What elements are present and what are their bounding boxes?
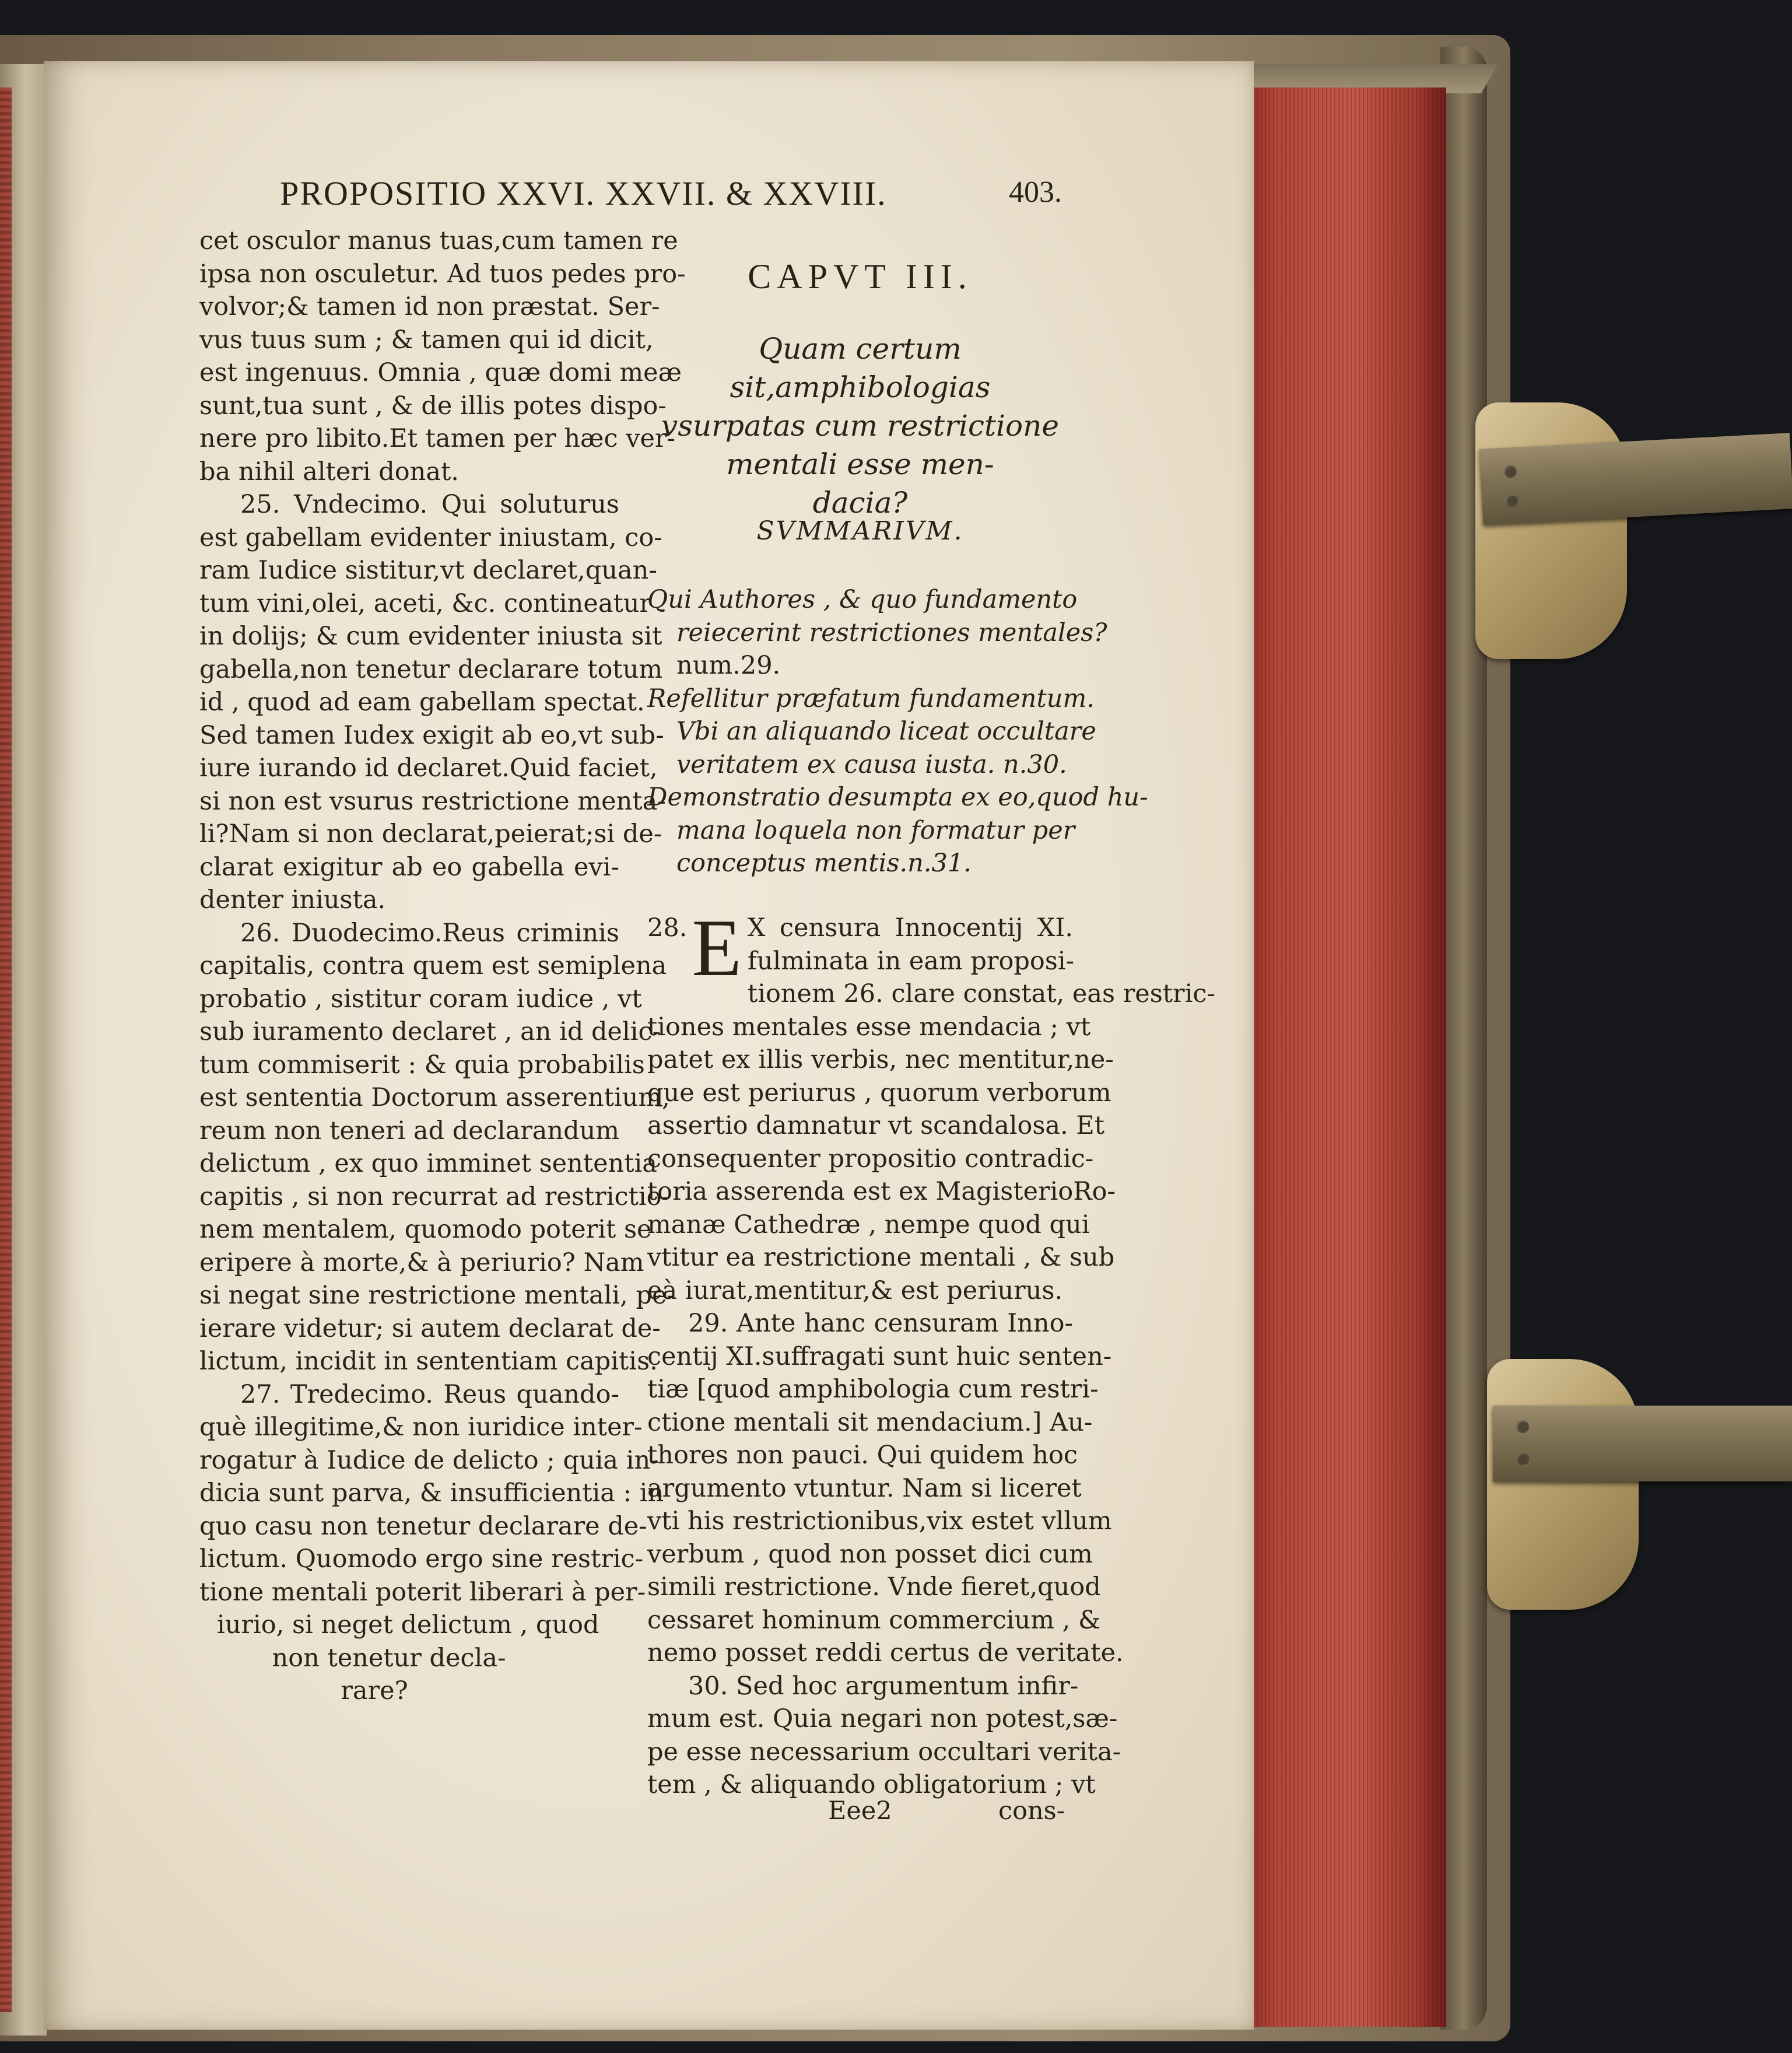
paragraph-30-start: 30. Sed hoc argumentum infir- [688, 1671, 1079, 1701]
text-line: verbum , quod non posset dici cum [647, 1539, 1093, 1569]
chapter-subtitle [647, 330, 1073, 522]
text-line: capitis , si non recurrat ad restrictio- [199, 1182, 671, 1211]
summary-line: reiecerint restrictiones mentales? [676, 618, 1107, 647]
text-line: reum non teneri ad declarandum [199, 1116, 620, 1145]
text-line: mum est. Quia negari non potest,sæ- [647, 1704, 1118, 1733]
text-line: que est periurus , quorum verborum [647, 1078, 1111, 1108]
paragraph-28-opening [647, 903, 1075, 993]
text-line: eà iurat,mentitur,& est periurus. [647, 1276, 1063, 1305]
text-line: tiæ [quod amphibologia cum restri- [647, 1375, 1099, 1404]
text-line: lictum, incidit in sententiam capitis. [199, 1347, 658, 1376]
chapter-title: CAPVT III. [748, 257, 973, 296]
text-line: X censura Innocentij XI. [747, 913, 1073, 943]
text-line: iure iurando id declaret.Quid faciet, [199, 754, 658, 783]
text-line: id , quod ad eam gabellam spectat. [199, 688, 645, 717]
text-line: denter iniusta. [199, 885, 386, 915]
text-line: fulminata in eam proposi- [747, 946, 1075, 976]
text-line: ipsa non osculetur. Ad tuos pedes pro- [199, 259, 686, 289]
text-line: dicia sunt parva, & insufficientia : in [199, 1479, 664, 1508]
text-line: centij XI.suffragati sunt huic senten- [647, 1341, 1112, 1371]
text-line: volvor;& tamen id non præstat. Ser- [199, 292, 660, 321]
text-line: est ingenuus. Omnia , quæ domi meæ [199, 358, 682, 387]
text-line: si negat sine restrictione mentali, pe- [199, 1281, 676, 1310]
upper-clasp [1475, 402, 1627, 659]
text-line: ba nihil alteri donat. [199, 457, 459, 486]
summary-line: Qui Authores , & quo fundamento [647, 585, 1078, 614]
subtitle-line: dacia? [812, 486, 908, 520]
text-line: thores non pauci. Qui quidem hoc [647, 1441, 1078, 1470]
text-line: consequenter propositio contradic- [647, 1144, 1094, 1173]
text-line: rogatur à Iudice de delicto ; quia in- [199, 1445, 659, 1475]
running-title: PROPOSITIO XXVI. XXVII. & XXVIII. [280, 174, 887, 212]
text-line: vtitur ea restrictione mentali , & sub [647, 1243, 1115, 1272]
subtitle-line: mentali esse men- [726, 447, 994, 481]
text-line: eripere à morte,& à periurio? Nam [199, 1248, 644, 1277]
text-line: nem mentalem, quomodo poterit se [199, 1215, 652, 1244]
text-line: rare? [341, 1676, 408, 1705]
text-line: vti his restrictionibus,vix estet vllum [647, 1507, 1112, 1536]
text-line: cet osculor manus tuas,cum tamen re [199, 226, 678, 255]
text-line: què illegitime,& non iuridice inter- [199, 1413, 643, 1442]
rivet-icon [1516, 1452, 1529, 1465]
subtitle-line: vsurpatas cum restrictione [661, 409, 1059, 443]
drop-cap: E [692, 903, 742, 993]
text-line: tem , & aliquando obligatorium ; vt [647, 1770, 1096, 1799]
paragraph-29-start: 29. Ante hanc censuram Inno- [688, 1309, 1073, 1338]
summary-item [647, 781, 1148, 880]
upper-strap [1479, 433, 1792, 525]
summary-line: num.29. [676, 651, 781, 680]
text-line: cessaret hominum commercium , & [647, 1605, 1101, 1635]
text-line: tum vini,olei, aceti, &c. contineatur [199, 588, 651, 618]
rivet-icon [1503, 465, 1517, 478]
page-number: 403. [1009, 176, 1062, 209]
rivet-icon [1516, 1420, 1529, 1433]
text-line: iurio, si neget delictum , quod [217, 1610, 599, 1639]
summary-line: veritatem ex causa iusta. n.30. [676, 749, 1067, 779]
lower-clasp [1487, 1359, 1639, 1610]
summary-item [647, 583, 1107, 682]
summary-item [647, 682, 1096, 782]
paragraph-number: 28. [647, 913, 688, 943]
text-line: quo casu non tenetur declarare de- [199, 1511, 647, 1541]
text-line: nemo posset reddi certus de veritate. [647, 1638, 1124, 1667]
lower-strap [1493, 1406, 1792, 1481]
text-line: est gabellam evidenter iniustam, co- [199, 523, 662, 552]
paragraph-25-start: 25. Vndecimo. Qui soluturus [240, 490, 619, 519]
text-line: ierare videtur; si autem declarat de- [199, 1313, 661, 1343]
text-line: tione mentali poterit liberari à per- [199, 1577, 646, 1607]
paragraph-27-start: 27. Tredecimo. Reus quando- [240, 1379, 619, 1409]
text-line: sub iuramento declaret , an id delic- [199, 1017, 661, 1046]
text-line: assertio damnatur vt scandalosa. Et [647, 1111, 1105, 1140]
red-fore-edge [1236, 87, 1446, 2027]
text-line: clarat exigitur ab eo gabella evi- [199, 852, 619, 882]
subtitle-line: Quam certum sit,amphibologias [730, 332, 991, 404]
summary-heading: SVMMARIVM. [756, 516, 964, 546]
text-line: delictum , ex quo imminet sententia [199, 1149, 657, 1178]
text-line: li?Nam si non declarat,peierat;si de- [199, 819, 662, 849]
summary-line: Vbi an aliquando liceat occultare [676, 717, 1096, 746]
left-page-red-edge [0, 87, 12, 2012]
summary-line: mana loquela non formatur per [676, 815, 1075, 845]
text-line: nere pro libito.Et tamen per hæc ver- [199, 424, 676, 453]
text-line: probatio , sistitur coram iudice , vt [199, 984, 642, 1014]
text-line: tionem 26. clare constat, eas restric- [747, 979, 1215, 1008]
text-line: tum commiserit : & quia probabilis [199, 1050, 645, 1080]
text-line: ctione mentali sit mendacium.] Au- [647, 1407, 1093, 1437]
text-line: vus tuus sum ; & tamen qui id dicit, [199, 325, 654, 355]
summary-line: Demonstratio desumpta ex eo,quod hu- [647, 783, 1148, 812]
text-line: non tenetur decla- [272, 1643, 506, 1673]
summary-line: conceptus mentis.n.31. [676, 849, 972, 878]
text-line: capitalis, contra quem est semiplena [199, 951, 667, 980]
summary-line: Refellitur præfatum fundamentum. [647, 684, 1095, 713]
text-line: argumento vtuntur. Nam si liceret [647, 1473, 1082, 1503]
cover-edge [1440, 47, 1487, 2030]
text-line: sunt,tua sunt , & de illis potes dispo- [199, 391, 667, 421]
text-line: est sententia Doctorum asserentium, [199, 1083, 670, 1112]
text-line: toria asserenda est ex MagisterioRo- [647, 1177, 1116, 1206]
rivet-icon [1505, 494, 1519, 507]
text-line: tiones mentales esse mendacia ; vt [647, 1012, 1091, 1042]
signature-mark: Eee2 [828, 1796, 892, 1826]
text-line: pe esse necessarium occultari verita- [647, 1737, 1121, 1767]
text-line: Sed tamen Iudex exigit ab eo,vt sub- [199, 720, 664, 750]
summary-list [647, 583, 1148, 880]
catchword: cons- [998, 1796, 1065, 1826]
text-line: manæ Cathedræ , nempe quod qui [647, 1210, 1090, 1239]
text-line: ram Iudice sistitur,vt declaret,quan- [199, 556, 657, 585]
text-line: gabella,non tenetur declarare totum [199, 654, 663, 684]
paragraph-26-start: 26. Duodecimo.Reus criminis [240, 918, 619, 948]
text-line: si non est vsurus restrictione menta- [199, 786, 666, 816]
text-line: lictum. Quomodo ergo sine restric- [199, 1544, 644, 1574]
right-column-body [647, 903, 1215, 1802]
text-line: patet ex illis verbis, nec mentitur,ne- [647, 1045, 1114, 1074]
text-line: in dolijs; & cum evidenter iniusta sit [199, 622, 662, 651]
text-line: simili restrictione. Vnde fieret,quod [647, 1572, 1101, 1602]
